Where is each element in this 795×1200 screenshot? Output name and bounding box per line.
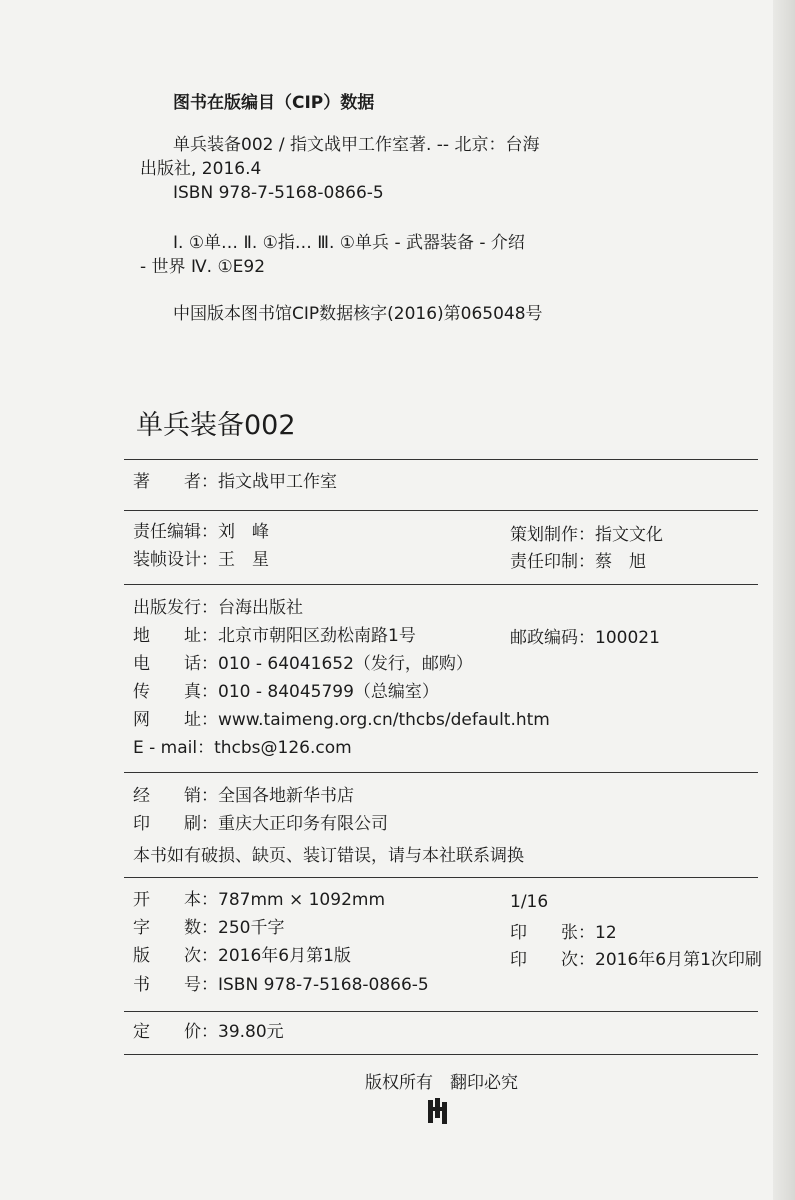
format-extra: 1/16 <box>510 892 549 912</box>
publisher-value: 台海出版社 <box>218 598 303 618</box>
printing-editor-row <box>510 551 646 573</box>
words-label: 字 数： <box>133 918 218 938</box>
printing-editor-value: 蔡 旭 <box>595 552 646 572</box>
format-value: 787mm × 1092mm <box>218 890 386 910</box>
designer-value: 王 星 <box>218 550 269 570</box>
divider <box>124 1054 758 1055</box>
price-row <box>133 1021 284 1043</box>
cip-line-2: 出版社, 2016.4 <box>140 159 262 179</box>
words-row <box>133 917 284 939</box>
designer-label: 装帧设计： <box>133 550 218 570</box>
website-value: www.taimeng.org.cn/thcbs/default.htm <box>218 710 550 730</box>
author-row <box>133 471 337 493</box>
email-value: thcbs@126.com <box>214 738 352 758</box>
divider <box>124 510 758 511</box>
sheets-row <box>510 922 617 944</box>
cip-class-line-2: - 世界 Ⅳ. ①E92 <box>140 257 266 277</box>
price-label: 定 价： <box>133 1022 218 1042</box>
printing-editor-label: 责任印制： <box>510 552 595 572</box>
planner-label: 策划制作： <box>510 525 595 545</box>
editor-label: 责任编辑： <box>133 522 218 542</box>
format-label: 开 本： <box>133 890 218 910</box>
designer-row <box>133 549 269 571</box>
address-row <box>133 625 416 647</box>
format-row <box>133 889 385 911</box>
email-label: E - mail： <box>133 738 215 758</box>
distributor-row <box>133 785 354 807</box>
book-number-value: ISBN 978-7-5168-0866-5 <box>218 975 429 995</box>
fax-label: 传 真： <box>133 682 218 702</box>
phone-row <box>133 653 473 675</box>
fax-value: 010 - 84045799（总编室） <box>218 682 439 702</box>
divider <box>124 772 758 773</box>
address-value: 北京市朝阳区劲松南路1号 <box>218 626 416 646</box>
cip-line-1: 单兵装备002 / 指文战甲工作室著. -- 北京：台海 <box>173 135 540 155</box>
distributor-label: 经 销： <box>133 786 218 806</box>
edition-row <box>133 945 351 967</box>
impression-row <box>510 949 762 971</box>
book-title: 单兵装备002 <box>136 410 296 441</box>
printer-value: 重庆大正印务有限公司 <box>218 814 388 834</box>
divider <box>124 877 758 878</box>
email-row <box>133 737 352 759</box>
notice: 本书如有破损、缺页、装订错误，请与本社联系调换 <box>133 846 524 866</box>
cip-isbn: ISBN 978-7-5168-0866-5 <box>173 183 384 203</box>
postcode-row <box>510 627 660 649</box>
postcode-value: 100021 <box>595 628 660 648</box>
sheets-label: 印 张： <box>510 923 595 943</box>
editor-value: 刘 峰 <box>218 522 269 542</box>
divider <box>124 584 758 585</box>
divider <box>124 459 758 460</box>
publisher-row <box>133 597 303 619</box>
cip-verify: 中国版本图书馆CIP数据核字(2016)第065048号 <box>173 304 543 324</box>
website-label: 网 址： <box>133 710 218 730</box>
book-number-label: 书 号： <box>133 975 218 995</box>
price-value: 39.80元 <box>218 1022 284 1042</box>
author-label: 著 者： <box>133 472 218 492</box>
website-row <box>133 709 550 731</box>
fax-row <box>133 681 439 703</box>
planner-value: 指文文化 <box>595 525 663 545</box>
editor-row <box>133 521 269 543</box>
edition-label: 版 次： <box>133 946 218 966</box>
divider <box>124 1011 758 1012</box>
postcode-label: 邮政编码： <box>510 628 595 648</box>
page-edge <box>773 0 795 1200</box>
rights-notice: 版权所有 翻印必究 <box>365 1073 518 1093</box>
edition-value: 2016年6月第1版 <box>218 946 351 966</box>
distributor-value: 全国各地新华书店 <box>218 786 354 806</box>
book-number-row <box>133 974 429 996</box>
sheets-value: 12 <box>595 923 617 943</box>
publisher-logo-icon <box>427 1098 449 1124</box>
address-label: 地 址： <box>133 626 218 646</box>
phone-value: 010 - 64041652（发行，邮购） <box>218 654 473 674</box>
printer-label: 印 刷： <box>133 814 218 834</box>
publisher-label: 出版发行： <box>133 598 218 618</box>
planner-row <box>510 524 663 546</box>
phone-label: 电 话： <box>133 654 218 674</box>
author-value: 指文战甲工作室 <box>218 472 337 492</box>
cip-heading: 图书在版编目（CIP）数据 <box>173 93 375 113</box>
impression-label: 印 次： <box>510 950 595 970</box>
cip-class-line-1: Ⅰ. ①单… Ⅱ. ①指… Ⅲ. ①单兵 - 武器装备 - 介绍 <box>173 233 525 253</box>
words-value: 250千字 <box>218 918 285 938</box>
impression-value: 2016年6月第1次印刷 <box>595 950 762 970</box>
printer-row <box>133 813 388 835</box>
